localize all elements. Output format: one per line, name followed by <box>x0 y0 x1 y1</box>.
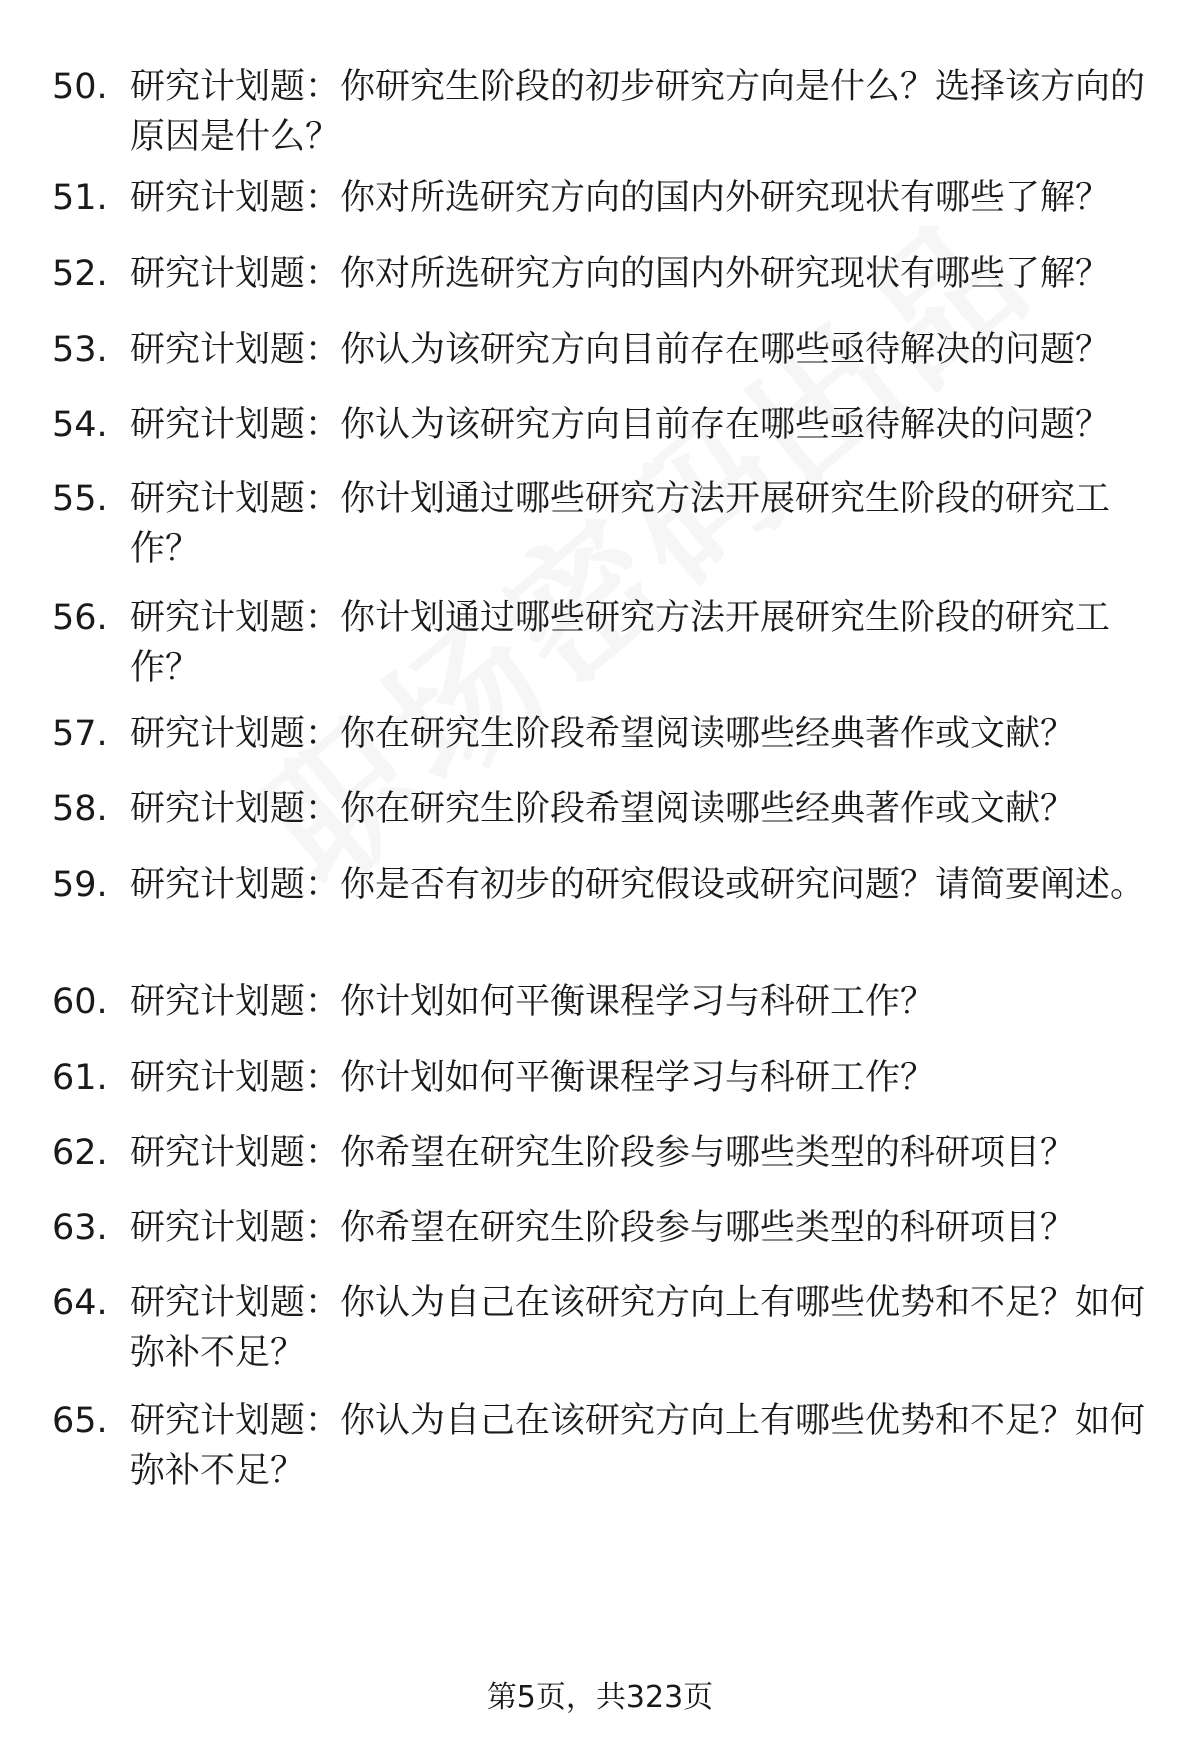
question-number: 57. <box>52 714 108 754</box>
question-text: 研究计划题：你希望在研究生阶段参与哪些类型的科研项目？ <box>130 1208 1076 1248</box>
question-text: 研究计划题：你在研究生阶段希望阅读哪些经典著作或文献？ <box>130 714 1076 754</box>
question-number: 53. <box>52 330 108 370</box>
question-number: 59. <box>52 865 108 905</box>
question-text: 研究计划题：你对所选研究方向的国内外研究现状有哪些了解？ <box>130 254 1111 294</box>
page-footer <box>0 1678 1200 1718</box>
question-text: 研究计划题：你对所选研究方向的国内外研究现状有哪些了解？ <box>130 178 1111 218</box>
question-number: 56. <box>52 598 108 638</box>
question-text: 研究计划题：你计划如何平衡课程学习与科研工作？ <box>130 982 936 1022</box>
question-text: 研究计划题：你希望在研究生阶段参与哪些类型的科研项目？ <box>130 1133 1076 1173</box>
question-text: 研究计划题：你在研究生阶段希望阅读哪些经典著作或文献？ <box>130 789 1076 829</box>
question-text: 研究计划题：你认为自己在该研究方向上有哪些优势和不足？如何弥补不足？ <box>130 1401 1146 1491</box>
question-text: 研究计划题：你认为自己在该研究方向上有哪些优势和不足？如何弥补不足？ <box>130 1283 1146 1373</box>
question-text: 研究计划题：你认为该研究方向目前存在哪些亟待解决的问题？ <box>130 405 1111 445</box>
question-number: 63. <box>52 1208 108 1248</box>
question-text: 研究计划题：你研究生阶段的初步研究方向是什么？选择该方向的原因是什么？ <box>130 67 1146 157</box>
question-number: 61. <box>52 1058 108 1098</box>
question-number: 62. <box>52 1133 108 1173</box>
question-number: 52. <box>52 254 108 294</box>
question-number: 65. <box>52 1401 108 1441</box>
question-number: 60. <box>52 982 108 1022</box>
question-number: 50. <box>52 67 108 107</box>
question-number: 51. <box>52 178 108 218</box>
question-text: 研究计划题：你认为该研究方向目前存在哪些亟待解决的问题？ <box>130 330 1111 370</box>
question-text: 研究计划题：你计划通过哪些研究方法开展研究生阶段的研究工作？ <box>130 479 1111 569</box>
page-number-label: 第5页，共323页 <box>486 1680 714 1715</box>
question-number: 55. <box>52 479 108 519</box>
question-text: 研究计划题：你是否有初步的研究假设或研究问题？请简要阐述。 <box>130 865 1146 905</box>
question-text: 研究计划题：你计划通过哪些研究方法开展研究生阶段的研究工作？ <box>130 598 1111 688</box>
question-number: 54. <box>52 405 108 445</box>
question-number: 58. <box>52 789 108 829</box>
question-text: 研究计划题：你计划如何平衡课程学习与科研工作？ <box>130 1058 936 1098</box>
question-number: 64. <box>52 1283 108 1323</box>
